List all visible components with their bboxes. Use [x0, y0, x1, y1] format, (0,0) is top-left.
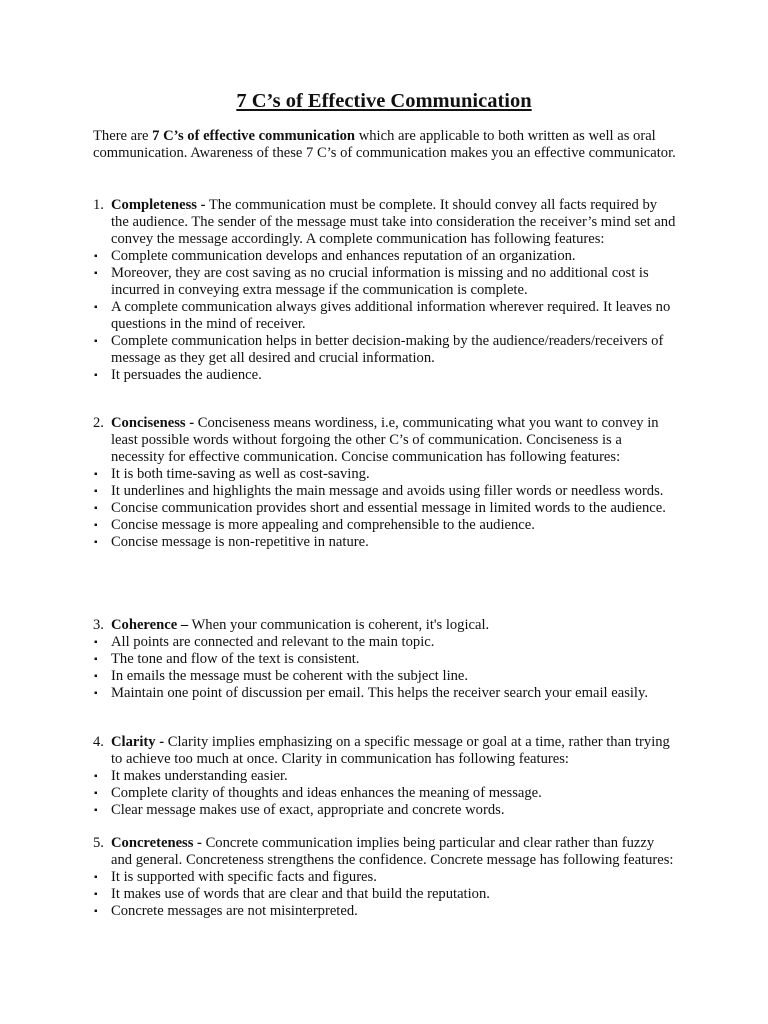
list-item-text: In emails the message must be coherent with the subject line.: [111, 668, 469, 684]
bullet-icon: ▪: [94, 469, 98, 480]
section-coherence: [93, 617, 678, 702]
bullet-icon: ▪: [94, 486, 98, 497]
list-item-text: Complete clarity of thoughts and ideas enhances the meaning of message.: [111, 785, 542, 801]
bullet-icon: ▪: [94, 771, 98, 782]
section-heading: [93, 734, 678, 768]
list-item-text: Moreover, they are cost saving as no crucial information is missing and no additional cost is incurred in conveying extra message if the communication is complete.: [111, 265, 649, 298]
section-concreteness: [93, 835, 678, 920]
list-item-text: Maintain one point of discussion per email. This helps the receiver search your email easily.: [111, 685, 648, 701]
bullet-icon: ▪: [94, 872, 98, 883]
intro-bold-term: 7 C’s of effective communication: [152, 128, 356, 144]
list-item-text: Complete communication develops and enhances reputation of an organization.: [111, 248, 576, 264]
list-item: [93, 333, 678, 367]
list-item-text: It underlines and highlights the main message and avoids using filler words or needless words.: [111, 483, 664, 499]
list-item: [93, 886, 678, 903]
bullet-icon: ▪: [94, 336, 98, 347]
list-item: [93, 903, 678, 920]
list-item: [93, 466, 678, 483]
bullet-icon: ▪: [94, 302, 98, 313]
section-heading: [93, 835, 678, 869]
section-number: 4.: [93, 734, 104, 750]
bullet-icon: ▪: [94, 805, 98, 816]
bullet-icon: ▪: [94, 637, 98, 648]
list-item-text: It is both time-saving as well as cost-saving.: [111, 466, 370, 482]
section-term: Clarity -: [111, 734, 165, 750]
list-item: [93, 483, 678, 500]
bullet-icon: ▪: [94, 370, 98, 381]
list-item-text: Concise message is more appealing and comprehensible to the audience.: [111, 517, 535, 533]
bullet-icon: ▪: [94, 537, 98, 548]
bullet-icon: ▪: [94, 906, 98, 917]
section-description: Clarity implies emphasizing on a specific message or goal at a time, rather than trying to achieve too much at once. Clarity in communication has following features:: [111, 734, 670, 767]
section-completeness: [93, 197, 678, 384]
list-item-text: It is supported with specific facts and figures.: [111, 869, 377, 885]
bullet-icon: ▪: [94, 520, 98, 531]
list-item-text: Concrete messages are not misinterpreted.: [111, 903, 358, 919]
section-number: 2.: [93, 415, 104, 431]
intro-text-start: There are: [93, 128, 153, 144]
bullet-icon: ▪: [94, 671, 98, 682]
section-term: Conciseness -: [111, 415, 195, 431]
list-item-text: Clear message makes use of exact, appropriate and concrete words.: [111, 802, 505, 818]
section-heading: [93, 415, 678, 466]
list-item: [93, 785, 678, 802]
list-item-text: The tone and flow of the text is consistent.: [111, 651, 360, 667]
section-conciseness: [93, 415, 678, 551]
list-item-text: Concise message is non-repetitive in nature.: [111, 534, 369, 550]
list-item-text: It persuades the audience.: [111, 367, 262, 383]
section-heading: [93, 617, 678, 634]
list-item: [93, 768, 678, 785]
list-item: [93, 651, 678, 668]
list-item: [93, 248, 678, 265]
list-item-text: All points are connected and relevant to the main topic.: [111, 634, 435, 650]
list-item: [93, 500, 678, 517]
list-item: [93, 299, 678, 333]
list-item: [93, 534, 678, 551]
bullet-icon: ▪: [94, 688, 98, 699]
section-clarity: [93, 734, 678, 819]
list-item: [93, 634, 678, 651]
section-number: 5.: [93, 835, 104, 851]
intro-paragraph: [93, 128, 678, 162]
bullet-icon: ▪: [94, 788, 98, 799]
list-item: [93, 869, 678, 886]
list-item-text: A complete communication always gives additional information wherever required. It leaves no questions in the mind of receiver.: [111, 299, 671, 332]
bullet-icon: ▪: [94, 503, 98, 514]
section-description: Conciseness means wordiness, i.e, communicating what you want to convey in least possible words without forgoing the other C’s of communication. Conciseness is a necessity for effective communication. Concise communication has following features:: [111, 415, 659, 465]
section-term: Completeness -: [111, 197, 206, 213]
bullet-icon: ▪: [94, 268, 98, 279]
document-title: 7 C’s of Effective Communication: [236, 90, 532, 112]
section-term: Coherence –: [111, 617, 189, 633]
intro-text-end: which are applicable to both written as well as oral communication. Awareness of these 7 C’s of communication makes you an effective communicator.: [93, 128, 676, 161]
section-number: 1.: [93, 197, 104, 213]
list-item-text: It makes understanding easier.: [111, 768, 288, 784]
section-description: The communication must be complete. It should convey all facts required by the audience. The sender of the message must take into consideration the receiver’s mind set and convey the message accordingly. A complete communication has following features:: [111, 197, 676, 247]
bullet-icon: ▪: [94, 251, 98, 262]
list-item-text: Complete communication helps in better decision-making by the audience/readers/receivers of message as they get all desired and crucial information.: [111, 333, 664, 366]
list-item: [93, 367, 678, 384]
bullet-icon: ▪: [94, 654, 98, 665]
bullet-icon: ▪: [94, 889, 98, 900]
list-item-text: Concise communication provides short and essential message in limited words to the audience.: [111, 500, 666, 516]
list-item: [93, 668, 678, 685]
section-heading: [93, 197, 678, 248]
section-term: Concreteness -: [111, 835, 202, 851]
section-number: 3.: [93, 617, 104, 633]
list-item: [93, 802, 678, 819]
list-item: [93, 517, 678, 534]
list-item-text: It makes use of words that are clear and that build the reputation.: [111, 886, 490, 902]
section-description: When your communication is coherent, it's logical.: [188, 617, 490, 633]
list-item: [93, 265, 678, 299]
section-description: Concrete communication implies being particular and clear rather than fuzzy and general. Concreteness strengthens the confidence. Concrete message has following features:: [111, 835, 674, 868]
list-item: [93, 685, 678, 702]
